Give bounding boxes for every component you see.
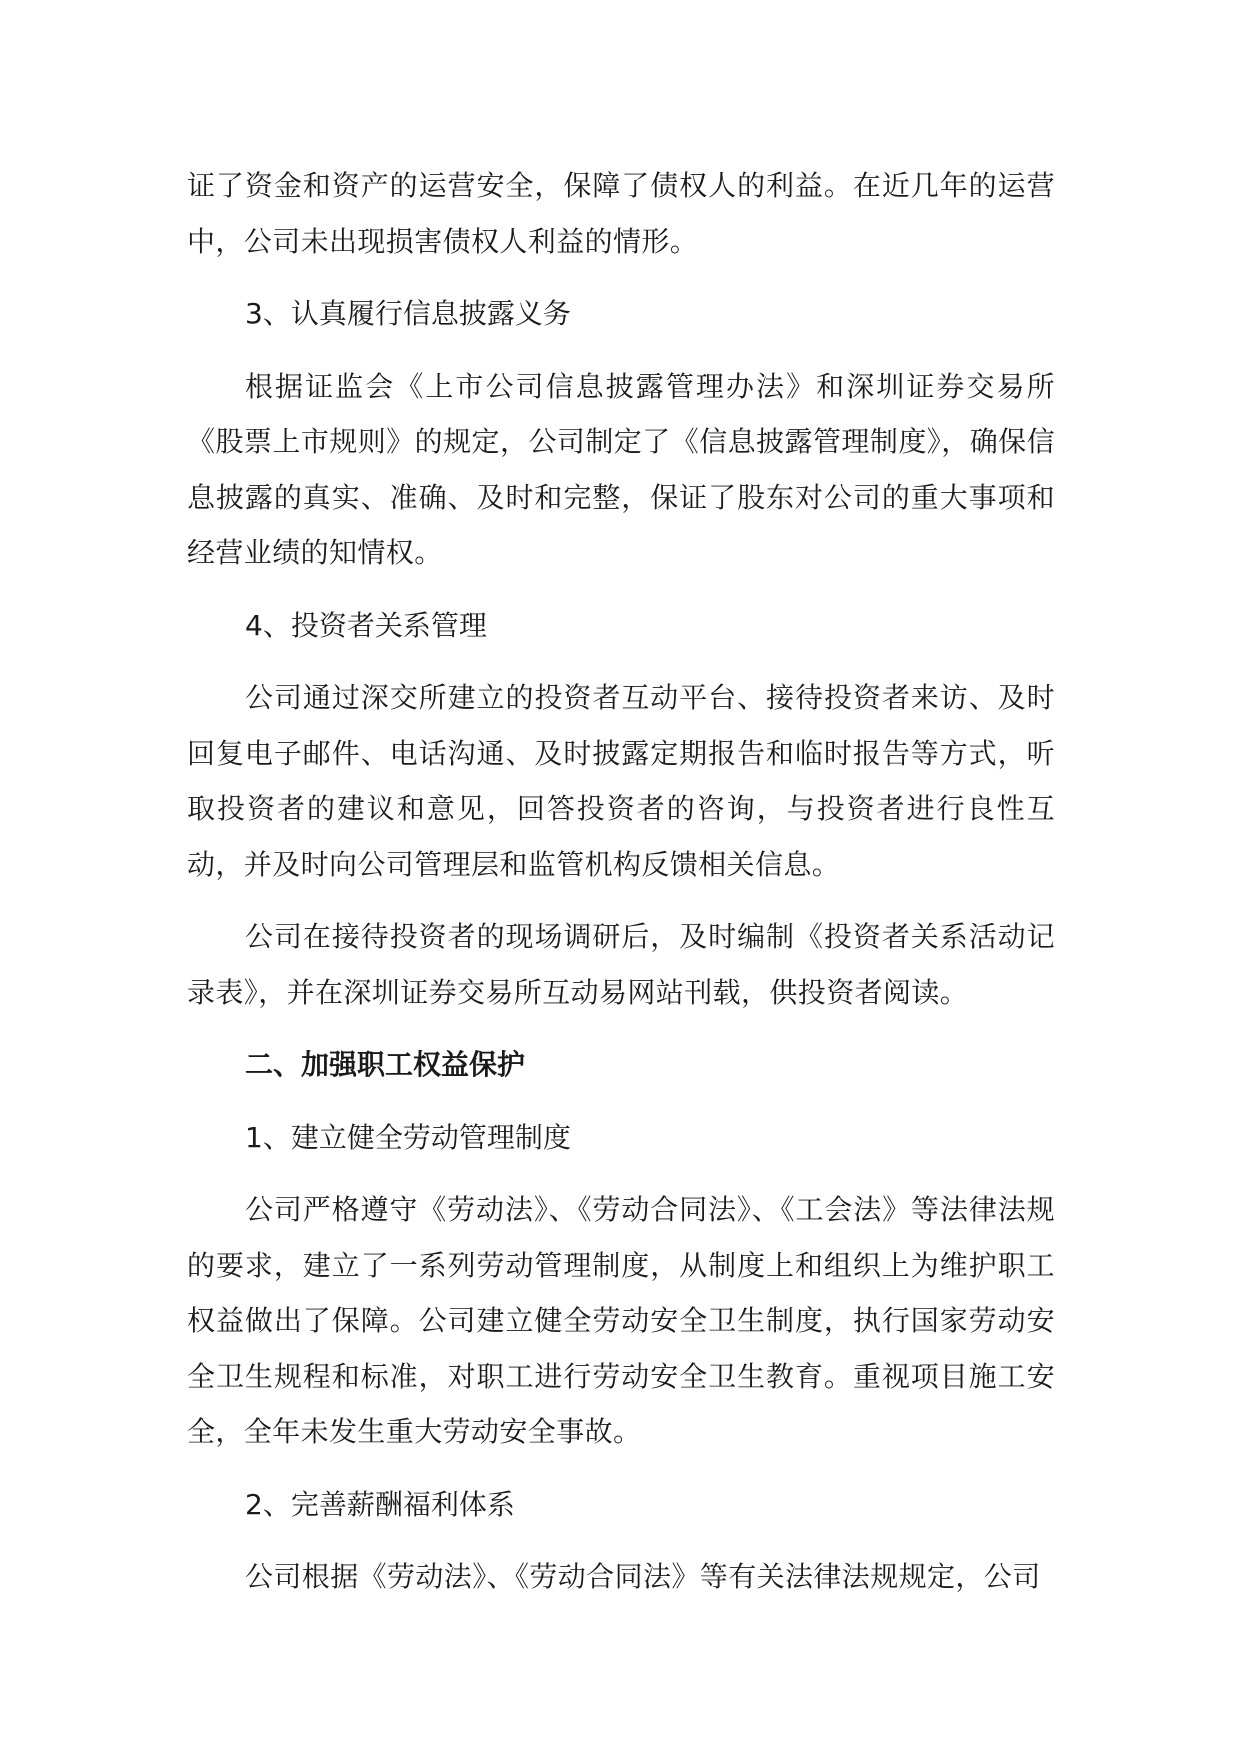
heading-compensation: 2、完善薪酬福利体系: [245, 1487, 515, 1521]
heading-investor-relations: 4、投资者关系管理: [245, 608, 487, 642]
paragraph-disclosure-rules: 根据证监会《上市公司信息披露管理办法》和深圳证券交易所《股票上市规则》的规定，公司制定了《信息披露管理制度》，确保信息披露的真实、准确、及时和完整，保证了股东对公司的重大事项和经营业绩的知情权。: [187, 369, 1055, 569]
document-page: [187, 158, 1055, 1622]
paragraph-labor-law: 公司严格遵守《劳动法》、《劳动合同法》、《工会法》等法律法规的要求，建立了一系列劳动管理制度，从制度上和组织上为维护职工权益做出了保障。公司建立健全劳动安全卫生制度，执行国家劳动安全卫生规程和标准，对职工进行劳动安全卫生教育。重视项目施工安全，全年未发生重大劳动安全事故。: [187, 1193, 1055, 1448]
heading-labor-management: 1、建立健全劳动管理制度: [245, 1120, 571, 1154]
paragraph-investor-platform: 公司通过深交所建立的投资者互动平台、接待投资者来访、及时回复电子邮件、电话沟通、及时披露定期报告和临时报告等方式，听取投资者的建议和意见，回答投资者的咨询，与投资者进行良性互动，并及时向公司管理层和监管机构反馈相关信息。: [187, 681, 1055, 881]
paragraph-creditor-protection: 证了资金和资产的运营安全，保障了债权人的利益。在近几年的运营中，公司未出现损害债权人利益的情形。: [187, 169, 1055, 258]
heading-information-disclosure: 3、认真履行信息披露义务: [245, 297, 571, 330]
paragraph-investor-record: 公司在接待投资者的现场调研后，及时编制《投资者关系活动记录表》，并在深圳证券交易所互动易网站刊载，供投资者阅读。: [187, 920, 1055, 1009]
paragraph-compensation-law: 公司根据《劳动法》、《劳动合同法》等有关法律法规规定，公司: [245, 1560, 1041, 1593]
section-title-employee-rights: 二、加强职工权益保护: [245, 1048, 526, 1081]
